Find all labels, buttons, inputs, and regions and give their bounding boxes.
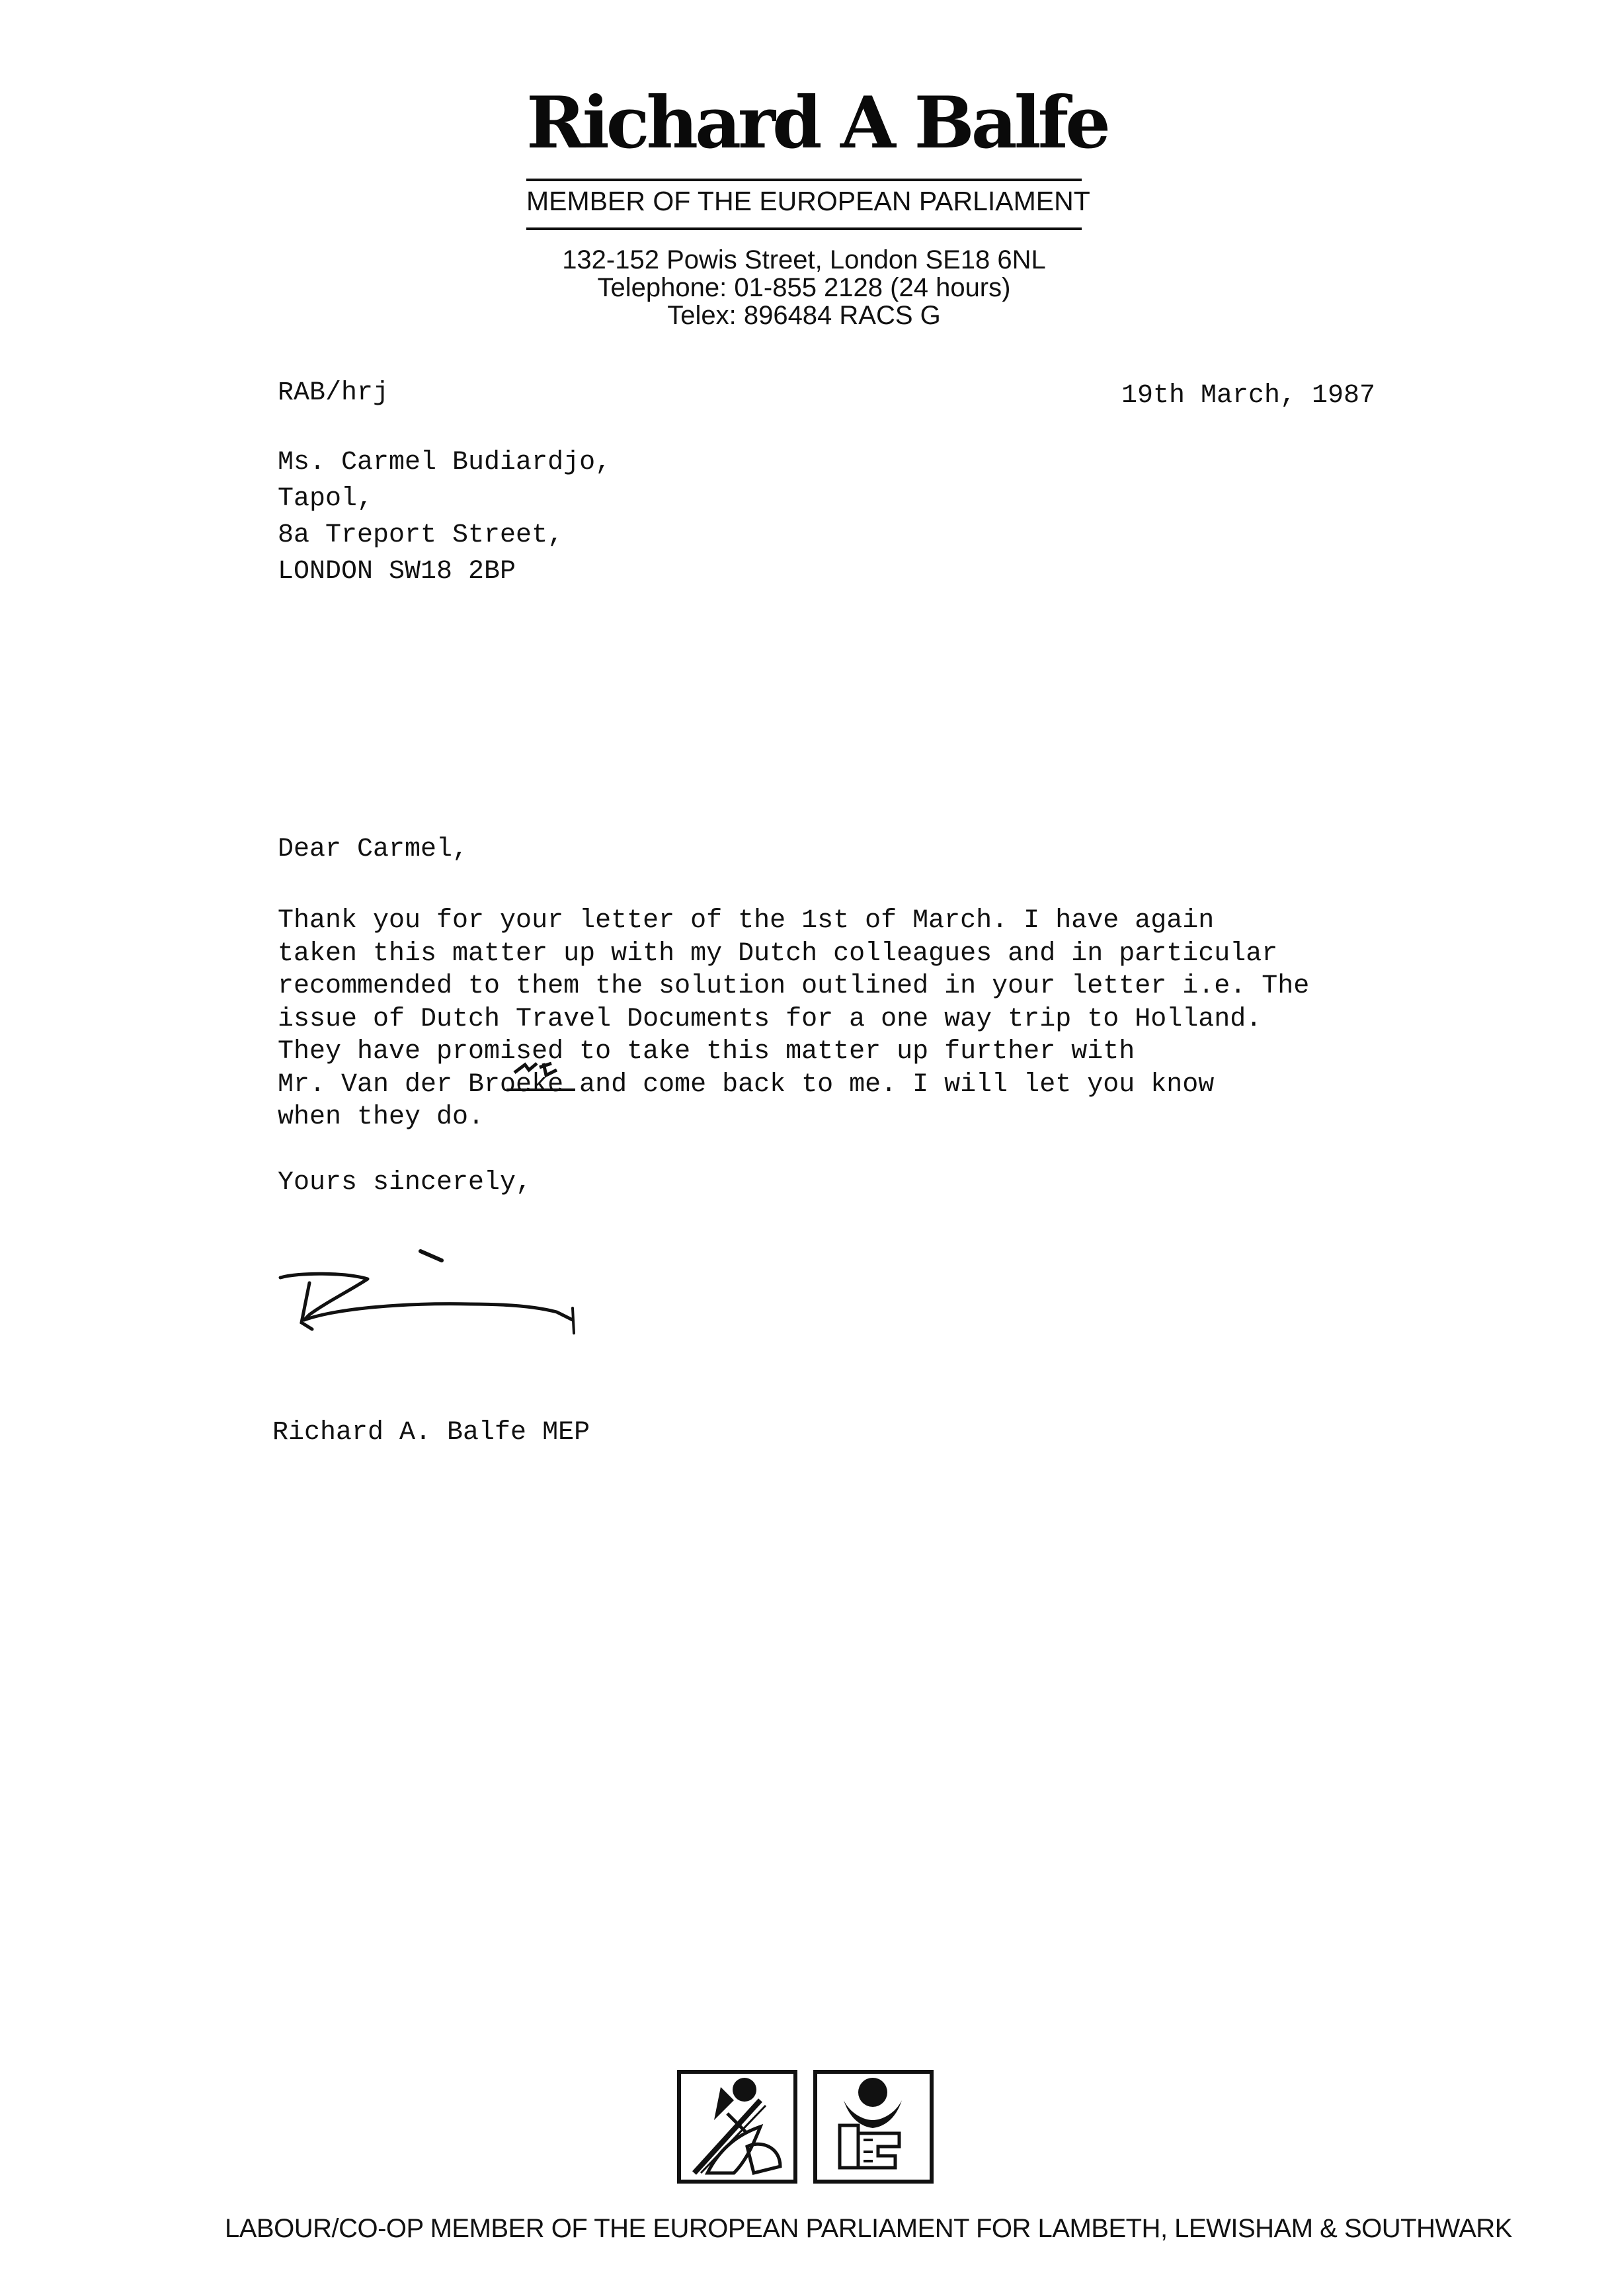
recipient-line: 8a Treport Street, [278, 520, 564, 550]
letterhead-address [463, 246, 1145, 329]
letterhead-rule-top [526, 179, 1082, 181]
letter-date: 19th March, 1987 [1121, 381, 1376, 411]
signatory-name: Richard A. Balfe MEP [272, 1418, 590, 1448]
letterhead-title: MEMBER OF THE EUROPEAN PARLIAMENT [526, 186, 1090, 216]
closing: Yours sincerely, [278, 1168, 532, 1198]
recipient-line: Ms. Carmel Budiardjo, [278, 448, 612, 477]
handwritten-signature [272, 1230, 643, 1362]
body-line: when they do. [278, 1102, 485, 1132]
co-operative-party-logo [813, 2070, 934, 2184]
letter-reference: RAB/hrj [278, 378, 389, 408]
address-line-street: 132-152 Powis Street, London SE18 6NL [562, 245, 1046, 274]
body-line: recommended to them the solution outlined in your letter i.e. The [278, 971, 1310, 1001]
address-line-telephone: Telephone: 01-855 2128 (24 hours) [597, 273, 1011, 302]
letter-body [278, 905, 1309, 1134]
footer-constituency-text: LABOUR/CO-OP MEMBER OF THE EUROPEAN PARLIAMENT FOR LAMBETH, LEWISHAM & SOUTHWARK [225, 2214, 1512, 2243]
recipient-address [278, 444, 611, 590]
letterhead-name: Richard A Balfe [526, 81, 1107, 165]
body-line: Thank you for your letter of the 1st of March. I have again [278, 906, 1215, 936]
body-line: They have promised to take this matter up further with [278, 1037, 1135, 1067]
letterhead-rule-bottom [526, 227, 1082, 230]
recipient-line: Tapol, [278, 484, 374, 514]
body-line: issue of Dutch Travel Documents for a one way trip to Holland. [278, 1004, 1262, 1034]
recipient-line: LONDON SW18 2BP [278, 557, 516, 587]
body-line: Mr. Van der Broeke and come back to me. I will let you know [278, 1069, 1215, 1100]
address-line-telex: Telex: 896484 RACS G [667, 301, 941, 330]
salutation: Dear Carmel, [278, 835, 469, 864]
body-line: taken this matter up with my Dutch colleagues and in particular [278, 938, 1278, 969]
handwritten-correction-mark [502, 1061, 582, 1098]
labour-party-logo [677, 2070, 797, 2184]
